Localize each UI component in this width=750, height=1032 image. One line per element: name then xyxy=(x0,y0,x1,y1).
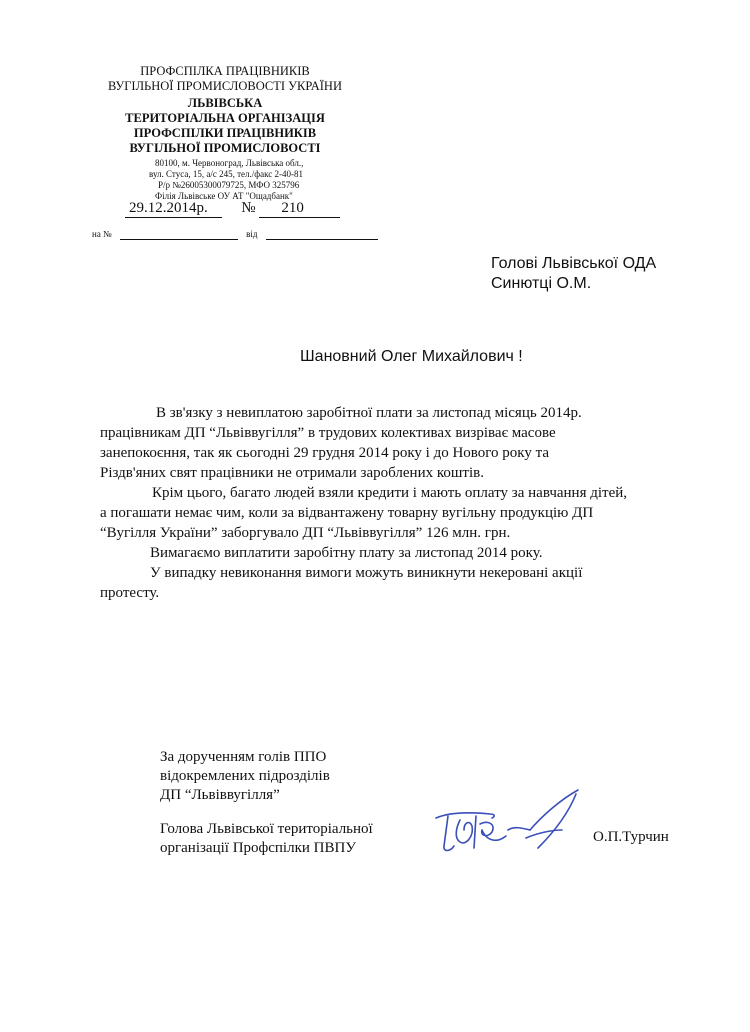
reference-row xyxy=(92,229,378,240)
signatory-name: О.П.Турчин xyxy=(593,829,669,845)
letterhead-line: ТЕРИТОРІАЛЬНА ОРГАНІЗАЦІЯ xyxy=(125,111,325,125)
body-line: протесту. xyxy=(100,585,160,601)
signatory-position: Голова Львівської територіальної xyxy=(160,821,373,837)
body-line: Крім цього, багато людей взяли кредити і мають оплату за навчання дітей, xyxy=(152,485,628,501)
registration-row xyxy=(125,200,340,218)
signatory-position: організації Профспілки ПВПУ xyxy=(160,840,356,856)
mandate-line: ДП “Львіввугілля” xyxy=(160,787,280,803)
ref-prefix: на № xyxy=(92,229,112,239)
letterhead-line: ВУГІЛЬНОЇ ПРОМИСЛОВОСТІ xyxy=(129,141,321,155)
salutation: Шановний Олег Михайлович ! xyxy=(300,348,523,365)
addressee-line: Голові Львівської ОДА xyxy=(491,255,657,272)
body-line: “Вугілля України” заборгувало ДП “Львіввугілля” 126 млн. грн. xyxy=(100,525,511,541)
mandate-line: За дорученням голів ППО xyxy=(160,749,327,765)
letter-number: 210 xyxy=(259,200,340,218)
ref-date-blank xyxy=(266,229,378,240)
ref-from: від xyxy=(246,229,258,239)
body-line: Різдв'яних свят працівники не отримали зароблених коштів. xyxy=(100,465,484,481)
mandate-line: відокремлених підрозділів xyxy=(160,768,330,784)
handwritten-signature xyxy=(430,786,590,866)
letter-date: 29.12.2014р. xyxy=(125,200,222,218)
letterhead-line: ВУГІЛЬНОЇ ПРОМИСЛОВОСТІ УКРАЇНИ xyxy=(108,79,342,93)
body-line: працівникам ДП “Львіввугілля” в трудових колективах визріває масове xyxy=(100,425,556,441)
body-line: а погашати немає чим, коли за відвантажену товарну вугільну продукцію ДП xyxy=(100,505,594,521)
letter-body xyxy=(100,404,640,614)
letterhead-bank: Філія Львівське ОУ АТ "Ощадбанк" xyxy=(155,191,293,201)
letterhead-address: 80100, м. Червоноград, Львівська обл., xyxy=(155,158,304,168)
body-line: У випадку невиконання вимоги можуть виникнути некеровані акції xyxy=(150,565,583,581)
ref-number-blank xyxy=(120,229,238,240)
body-line: Вимагаємо виплатити заробітну плату за листопад 2014 року. xyxy=(150,545,543,561)
number-sign: № xyxy=(241,200,256,216)
letterhead-line: ПРОФСПІЛКА ПРАЦІВНИКІВ xyxy=(140,64,310,78)
body-line: В зв'язку з невиплатою заробітної плати за листопад місяць 2014р. xyxy=(156,405,582,421)
body-line: занепокоєння, так як сьогодні 29 грудня 2014 року і до Нового року та xyxy=(100,445,550,461)
letterhead-line: ЛЬВІВСЬКА xyxy=(187,96,263,110)
letterhead-address: вул. Стуса, 15, а/с 245, тел./факс 2-40-81 xyxy=(149,169,303,179)
addressee-line: Синютці О.М. xyxy=(491,275,592,292)
letterhead-line: ПРОФСПІЛКИ ПРАЦІВНИКІВ xyxy=(133,126,317,140)
letterhead-bank: Р/р №26005300079725, МФО 325796 xyxy=(158,180,300,190)
